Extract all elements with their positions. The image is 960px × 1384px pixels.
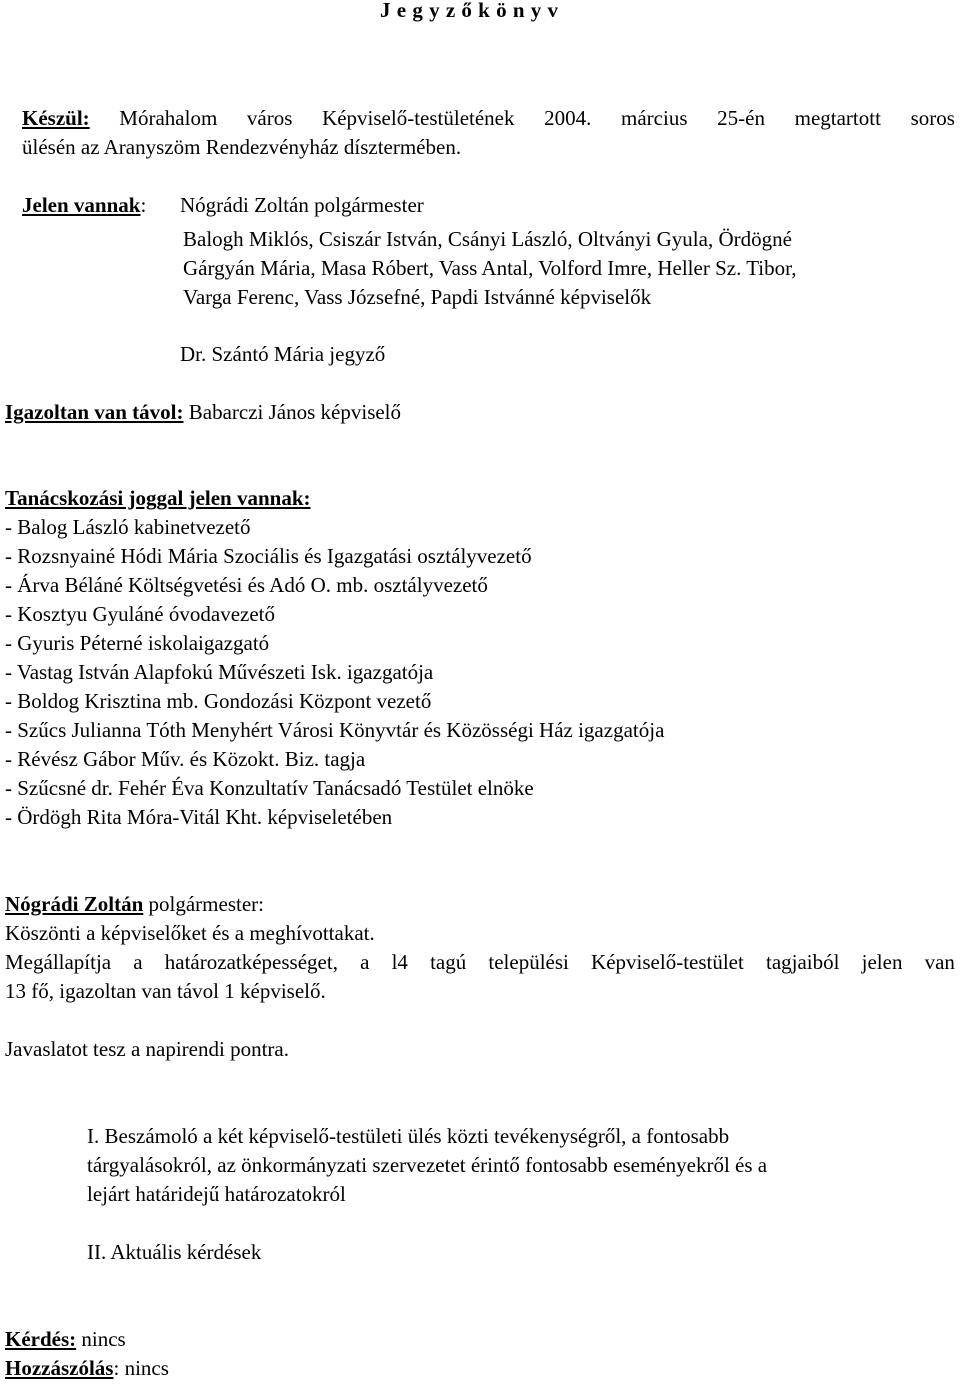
nogradi-quorum-line-2: 13 fő, igazoltan van távol 1 képviselő. <box>5 979 326 1003</box>
jelen-notary: Dr. Szántó Mária jegyző <box>180 342 386 366</box>
hozzaszolas-row <box>5 1354 169 1383</box>
nogradi-quorum-line-1 <box>5 948 955 977</box>
keszul-word: 2004. <box>544 106 592 130</box>
nogradi-greeting: Köszönti a képviselőket és a meghívottakat. <box>5 921 375 945</box>
quorum-word: Képviselő-testület <box>591 950 744 974</box>
quorum-word: Megállapítja <box>5 950 112 974</box>
kerdes-label: Kérdés: <box>5 1327 77 1351</box>
list-item: - Balog László kabinetvezető <box>5 515 251 539</box>
hozzaszolas-value: : nincs <box>113 1356 169 1380</box>
quorum-word: tagjaiból <box>766 950 840 974</box>
hozzaszolas-label: Hozzászólás <box>5 1356 114 1380</box>
quorum-word: a <box>360 950 370 974</box>
jelen-members-line-2: Balogh Miklós, Csiszár István, Csányi László, Oltványi Gyula, Ördögné <box>183 227 792 251</box>
keszul-word: március <box>621 106 688 130</box>
quorum-word: van <box>924 950 955 974</box>
list-item: - Árva Béláné Költségvetési és Adó O. mb. osztályvezető <box>5 573 488 597</box>
keszul-word: megtartott <box>794 106 881 130</box>
nogradi-heading <box>5 890 264 919</box>
keszul-line-1 <box>22 104 955 133</box>
list-item: - Rozsnyainé Hódi Mária Szociális és Igazgatási osztályvezető <box>5 544 532 568</box>
kerdes-value: nincs <box>76 1327 126 1351</box>
keszul-word: soros <box>910 106 955 130</box>
igazoltan-label: Igazoltan van távol: <box>5 400 184 424</box>
nogradi-name: Nógrádi Zoltán <box>5 892 144 916</box>
keszul-word: város <box>246 106 293 130</box>
agenda-item-2: II. Aktuális kérdések <box>87 1240 262 1264</box>
jelen-members-line-3: Gárgyán Mária, Masa Róbert, Vass Antal, Volford Imre, Heller Sz. Tibor, <box>183 256 797 280</box>
list-item: - Gyuris Péterné iskolaigazgató <box>5 631 270 655</box>
list-item: - Boldog Krisztina mb. Gondozási Központ vezető <box>5 689 432 713</box>
quorum-word: jelen <box>861 950 903 974</box>
list-item: - Révész Gábor Műv. és Közokt. Biz. tagja <box>5 747 366 771</box>
kerdes-row <box>5 1325 126 1354</box>
agenda-item-1-line-3: lejárt határidejű határozatokról <box>87 1182 346 1206</box>
agenda-item-1-line-2: tárgyalásokról, az önkormányzati szervezetet érintő fontosabb eseményekről és a <box>87 1153 768 1177</box>
document-title: J e g y z ő k ö n y v <box>380 0 559 22</box>
keszul-label: Készül: <box>22 106 90 130</box>
tanacskozasi-label: Tanácskozási joggal jelen vannak: <box>5 486 311 510</box>
jelen-mayor: Nógrádi Zoltán polgármester <box>180 193 424 217</box>
keszul-line-2: ülésén az Aranyszöm Rendezvényház dísztermében. <box>22 135 462 159</box>
jelen-vannak-label: Jelen vannak <box>22 193 141 217</box>
quorum-word: tagú <box>430 950 467 974</box>
agenda-item-1-line-1: I. Beszámoló a két képviselő-testületi ülés közti tevékenységről, a fontosabb <box>87 1124 730 1148</box>
jelen-members-line-4: Varga Ferenc, Vass Józsefné, Papdi Istvánné képviselők <box>183 285 652 309</box>
keszul-word: Mórahalom <box>119 106 218 130</box>
list-item: - Kosztyu Gyuláné óvodavezető <box>5 602 275 626</box>
igazoltan-row <box>5 398 401 427</box>
list-item: - Szűcsné dr. Fehér Éva Konzultatív Tanácsadó Testület elnöke <box>5 776 534 800</box>
keszul-word: 25-én <box>717 106 765 130</box>
quorum-word: a <box>133 950 143 974</box>
quorum-word: l4 <box>391 950 408 974</box>
keszul-word: Képviselő-testületének <box>322 106 515 130</box>
jelen-vannak-colon: : <box>140 193 147 217</box>
list-item: - Ördögh Rita Móra-Vitál Kht. képviseletében <box>5 805 393 829</box>
list-item: - Vastag István Alapfokú Művészeti Isk. igazgatója <box>5 660 434 684</box>
nogradi-role: polgármester: <box>143 892 264 916</box>
quorum-word: határozatképességet, <box>164 950 338 974</box>
jelen-vannak-row <box>22 191 146 220</box>
list-item: - Szűcs Julianna Tóth Menyhért Városi Könyvtár és Közösségi Ház igazgatója <box>5 718 665 742</box>
nogradi-proposal: Javaslatot tesz a napirendi pontra. <box>5 1037 289 1061</box>
igazoltan-value: Babarczi János képviselő <box>188 400 402 424</box>
quorum-word: települési <box>488 950 569 974</box>
